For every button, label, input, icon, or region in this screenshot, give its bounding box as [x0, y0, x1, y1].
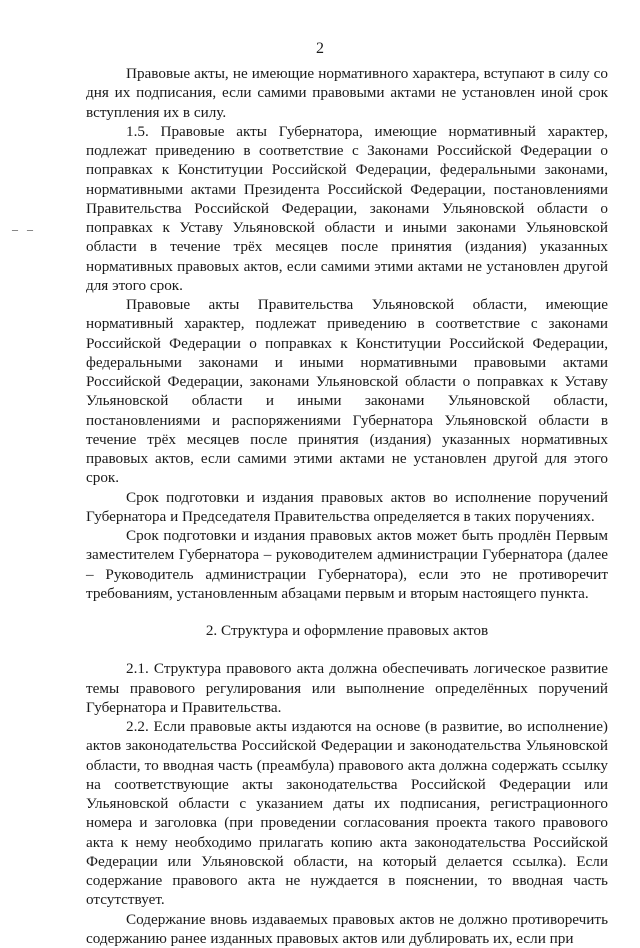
paragraph-2-2-preamble: 2.2. Если правовые акты издаются на основе (в развитие, во исполнение) актов законодательства Российской Федерации и законодательства Ульяновской области, то вводная часть (преамбула) правового акта должна содержать ссылку на соответствующие акты законодательства Российской Федерации или Ульяновской области с указанием даты их подписания, регистрационного номера и заголовка (при проведении согласования проекта такого правового акта к нему необходимо прилагать копию акта законодательства Российской Федерации или Ульяновской области, на который делается ссылка). Если содержание правового акта не нуждается в пояснении, то вводная часть отсутствует. [86, 717, 608, 910]
document-body [86, 64, 608, 948]
paragraph-government-acts: Правовые акты Правительства Ульяновской области, имеющие нормативный характер, подлежат приведению в соответствие с законами Российской Федерации о поправках к Конституции Российской Федерации, федеральными законами и иными нормативными правовыми актами Российской Федерации, законами Ульяновской области о поправках к Уставу Ульяновской области и иными законами Ульяновской области, постановлениями и распоряжениями Губернатора Ульяновской области в течение трёх месяцев после принятия (издания) указанных нормативных правовых актов, если самими этими актами не установлен другой для этого срок. [86, 295, 608, 488]
paragraph-1-5-governor-acts: 1.5. Правовые акты Губернатора, имеющие нормативный характер, подлежат приведению в соответствие с Законами Российской Федерации о поправках к Конституции Российской Федерации, федеральными законами, нормативными актами Президента Российской Федерации, постановлениями Правительства Российской Федерации, законами Ульяновской области о поправках к Уставу Ульяновской области и иными законами Ульяновской области в течение трёх месяцев после принятия (издания) указанных нормативных правовых актов, если самими этими актами не установлен другой для этого срок. [86, 122, 608, 295]
paragraph-content-consistency: Содержание вновь издаваемых правовых актов не должно противоречить содержанию ранее изданных правовых актов или дублировать их, если при [86, 910, 608, 948]
paragraph-effective-date: Правовые акты, не имеющие нормативного характера, вступают в силу со дня их подписания, если самими правовыми актами не установлен иной срок вступления их в силу. [86, 64, 608, 122]
paragraph-preparation-deadline: Срок подготовки и издания правовых актов во исполнение поручений Губернатора и Председателя Правительства определяется в таких поручениях. [86, 488, 608, 527]
page-number: 2 [0, 40, 640, 58]
section-heading: 2. Структура и оформление правовых актов [86, 621, 608, 640]
paragraph-deadline-extension: Срок подготовки и издания правовых актов может быть продлён Первым заместителем Губернатора – руководителем администрации Губернатора (далее – Руководитель администрации Губернатора), если это не противоречит требованиям, установленным абзацами первым и вторым настоящего пункта. [86, 526, 608, 603]
paragraph-2-1-structure: 2.1. Структура правового акта должна обеспечивать логическое развитие темы правового регулирования или выполнение определённых поручений Губернатора и Правительства. [86, 659, 608, 717]
margin-mark: – – [12, 222, 36, 237]
